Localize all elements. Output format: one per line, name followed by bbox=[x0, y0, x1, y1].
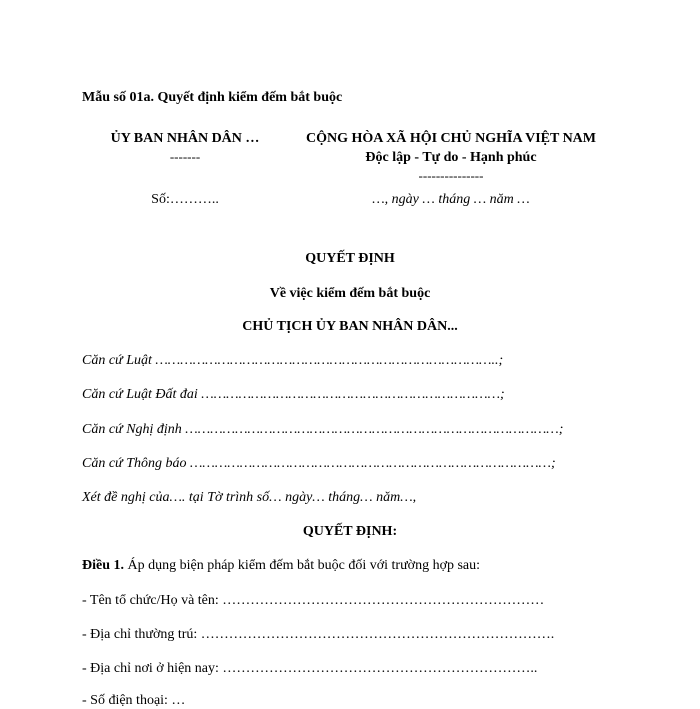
decision-subject: Về việc kiểm đếm bắt buộc bbox=[269, 286, 431, 301]
motto-divider: --------------- bbox=[418, 168, 484, 183]
article-1 bbox=[82, 558, 480, 574]
agency-name: ỦY BAN NHÂN DÂN … bbox=[110, 131, 260, 146]
basis-line: Căn cứ Thông báo ……………………………………………………………………………; bbox=[82, 456, 556, 471]
national-title: CỘNG HÒA XÃ HỘI CHỦ NGHĨA VIỆT NAM bbox=[305, 131, 596, 146]
date-line: …, ngày … tháng … năm … bbox=[372, 192, 530, 207]
document-number: Số:……….. bbox=[151, 192, 219, 207]
field-line: - Địa chỉ nơi ở hiện nay: ………………………………………………………….. bbox=[82, 661, 538, 676]
field-line: - Tên tổ chức/Họ và tên: …………………………………………………………… bbox=[82, 593, 545, 608]
basis-line: Căn cứ Nghị định ………………………………………………………………………………; bbox=[82, 422, 564, 437]
article-1-text: Áp dụng biện pháp kiểm đếm bắt buộc đối với trường hợp sau: bbox=[124, 558, 481, 573]
basis-line: Căn cứ Luật ………………………………………………………………………..; bbox=[82, 353, 504, 368]
decision-title: QUYẾT ĐỊNH bbox=[305, 251, 395, 266]
field-line: - Số điện thoại: … bbox=[82, 693, 186, 708]
proposal-line: Xét đề nghị của…. tại Tờ trình số… ngày… tháng… năm…, bbox=[82, 490, 417, 505]
agency-divider: ------- bbox=[169, 149, 201, 164]
field-line: - Địa chỉ thường trú: …………………………………………………………………. bbox=[82, 627, 555, 642]
form-title: Mẫu số 01a. Quyết định kiểm đếm bắt buộc bbox=[82, 90, 343, 105]
national-motto: Độc lập - Tự do - Hạnh phúc bbox=[365, 150, 537, 165]
decides-heading: QUYẾT ĐỊNH: bbox=[302, 524, 398, 539]
article-1-label: Điều 1. bbox=[82, 558, 124, 573]
basis-line: Căn cứ Luật Đất đai ………………………………………………………………; bbox=[82, 387, 505, 402]
decision-issuer: CHỦ TỊCH ỦY BAN NHÂN DÂN... bbox=[242, 319, 458, 334]
